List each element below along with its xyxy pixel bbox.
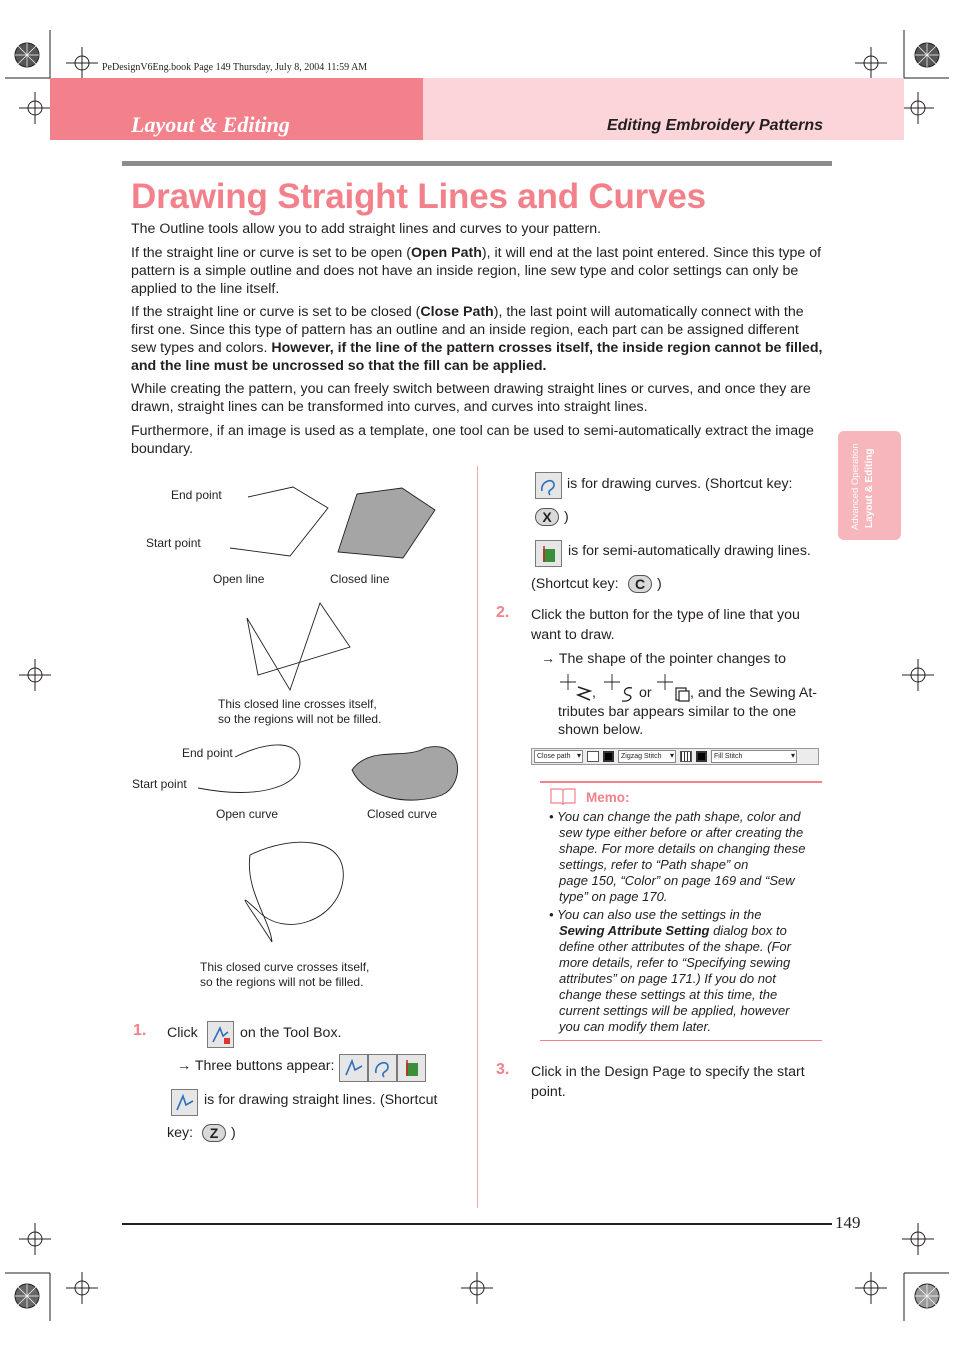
pointer-line-icon <box>558 672 594 702</box>
label-open-line: Open line <box>213 572 265 586</box>
curve-tool-icon <box>372 1057 394 1079</box>
label-closed-line: Closed line <box>330 572 390 586</box>
step-2-tail-3: shown below. <box>558 722 644 738</box>
shortcut-key-z: Z <box>202 1124 226 1142</box>
line-color-icon[interactable] <box>603 751 614 762</box>
paragraph-3: If the straight line or curve is set to be closed (Close Path), the last point will automatically connect with the first one. Since this type of pattern has an outline and an inside region, each part can be assigned different sew types and colors. However, if the line of the pattern crosses itself, the inside region cannot be filled, and the line must be uncrossed so that the fill can be applied. <box>131 304 823 374</box>
region-color-icon[interactable] <box>696 751 707 762</box>
step-3-text-1: Click in the Design Page to specify the start <box>531 1064 805 1080</box>
label-end-point-line: End point <box>171 488 222 502</box>
step-1-text: on the Tool Box. <box>240 1025 342 1041</box>
semi-auto-key-label: (Shortcut key: <box>531 576 619 592</box>
footer-rule <box>122 1223 832 1225</box>
paren-x: ) <box>564 509 569 525</box>
label-start-point-line: Start point <box>146 536 201 550</box>
curve-tool-icon <box>538 475 560 497</box>
section-title: Layout & Editing <box>131 112 290 137</box>
label-start-point-curve: Start point <box>132 777 187 791</box>
sewing-attributes-bar <box>531 748 819 765</box>
pointer-curve-icon <box>602 672 636 702</box>
closed-line-shape <box>338 488 435 558</box>
memo-title: Memo: <box>586 790 630 805</box>
cross-curve-shape <box>245 842 343 942</box>
label-cross-line-2: so the regions will not be filled. <box>218 712 382 726</box>
semi-auto-tool-icon <box>401 1057 423 1079</box>
region-sew-icon[interactable] <box>680 751 692 762</box>
step-2-text-1: Click the button for the type of line that you <box>531 607 800 623</box>
outline-tool-icon <box>210 1024 232 1046</box>
line-tool-icon <box>343 1057 365 1079</box>
step-1-click: Click <box>167 1025 198 1041</box>
paragraph-1: The Outline tools allow you to add straight lines and curves to your pattern. <box>131 221 602 237</box>
page-number: 149 <box>835 1213 861 1232</box>
memo-bottom-rule <box>540 1040 822 1041</box>
step-2-text-2: want to draw. <box>531 627 615 643</box>
label-cross-curve-2: so the regions will not be filled. <box>200 975 364 989</box>
paragraph-5: Furthermore, if an image is used as a template, one tool can be used to semi-automatically extract the image boundary. <box>131 423 814 457</box>
label-cross-line-1: This closed line crosses itself, <box>218 697 377 711</box>
three-buttons <box>339 1054 426 1082</box>
semi-auto-desc: is for semi-automatically drawing lines. <box>568 543 811 559</box>
memo-bullet-1: • You can change the path shape, color and sew type either before or after creating the shape. For more details on changing these settings, refer to “Path shape” on page 150, “Color” on page 169 and “Sew type” on page 170. <box>549 809 806 904</box>
semi-auto-tool-button[interactable] <box>397 1054 426 1082</box>
step-2-tail-1: , and the Sewing At- <box>690 685 817 701</box>
line-tool-inline-button[interactable] <box>171 1089 198 1116</box>
memo-book-icon <box>549 786 577 806</box>
step-2-number: 2. <box>496 604 510 621</box>
side-tab-label-1: Advanced Operation <box>850 443 861 530</box>
line-tool-key-label: key: <box>167 1125 194 1141</box>
semi-auto-tool-icon <box>538 543 560 565</box>
pointer-or: or <box>639 685 652 701</box>
line-sew-select[interactable]: Zigzag Stitch ▾ <box>618 750 676 763</box>
region-sew-select[interactable]: Fill Stitch ▾ <box>711 750 797 763</box>
shortcut-key-c: C <box>628 575 652 593</box>
line-sew-icon[interactable] <box>587 751 599 762</box>
curve-tool-button[interactable] <box>368 1054 397 1082</box>
path-select[interactable]: Close path ▾ <box>534 750 583 763</box>
step-3-number: 3. <box>496 1061 510 1078</box>
line-tool-button[interactable] <box>339 1054 368 1082</box>
paren-z: ) <box>231 1125 236 1141</box>
closed-curve-shape <box>352 747 458 801</box>
page-title: Drawing Straight Lines and Curves <box>131 177 706 216</box>
paren-c: ) <box>657 576 662 592</box>
pointer-semi-icon <box>655 672 691 702</box>
paragraph-2: If the straight line or curve is set to be open (Open Path), it will end at the last point entered. Since this type of pattern is a simple outline and does not have an inside region, line sew type and color settings can only be applied to the line itself. <box>131 245 822 297</box>
step-1-number: 1. <box>133 1022 147 1039</box>
cross-line-shape <box>247 603 350 690</box>
outline-tool-button[interactable] <box>207 1021 234 1048</box>
chapter-title: Editing Embroidery Patterns <box>606 117 823 134</box>
line-tool-icon <box>174 1092 196 1114</box>
line-tool-desc: is for drawing straight lines. (Shortcut <box>204 1092 438 1108</box>
memo-bullet-2: • You can also use the settings in the Sewing Attribute Setting dialog box to define other attributes of the shape. (For more details, refer to “Specifying sewing attributes” on page 171.) If you do not change these settings at this time, the current settings will be applied, however you can modify them later. <box>549 907 791 1034</box>
side-tab-label-2: Layout & Editing <box>864 448 875 528</box>
title-rule <box>122 161 832 166</box>
column-divider <box>477 466 478 1208</box>
curve-tool-desc: is for drawing curves. (Shortcut key: <box>567 476 793 492</box>
label-end-point-curve: End point <box>182 746 233 760</box>
step-2-result: → The shape of the pointer changes to <box>541 651 787 667</box>
semi-auto-inline-button[interactable] <box>535 540 562 567</box>
pointer-comma: , <box>592 685 596 701</box>
label-closed-curve: Closed curve <box>367 807 438 821</box>
paragraph-4: While creating the pattern, you can freely switch between drawing straight lines or curves, and once they are drawn, straight lines can be transformed into curves, and curves into straight lines. <box>131 381 811 415</box>
file-info: PeDesignV6Eng.book Page 149 Thursday, July 8, 2004 11:59 AM <box>102 62 368 73</box>
curve-tool-inline-button[interactable] <box>535 472 562 499</box>
step-1-result: → Three buttons appear: <box>177 1058 335 1074</box>
memo-top-rule <box>540 781 822 783</box>
open-line-shape <box>230 487 328 556</box>
shortcut-key-x: X <box>535 508 559 526</box>
step-3-text-2: point. <box>531 1084 566 1100</box>
step-2-tail-2: tributes bar appears similar to the one <box>558 704 797 720</box>
label-open-curve: Open curve <box>216 807 279 821</box>
label-cross-curve-1: This closed curve crosses itself, <box>200 960 370 974</box>
